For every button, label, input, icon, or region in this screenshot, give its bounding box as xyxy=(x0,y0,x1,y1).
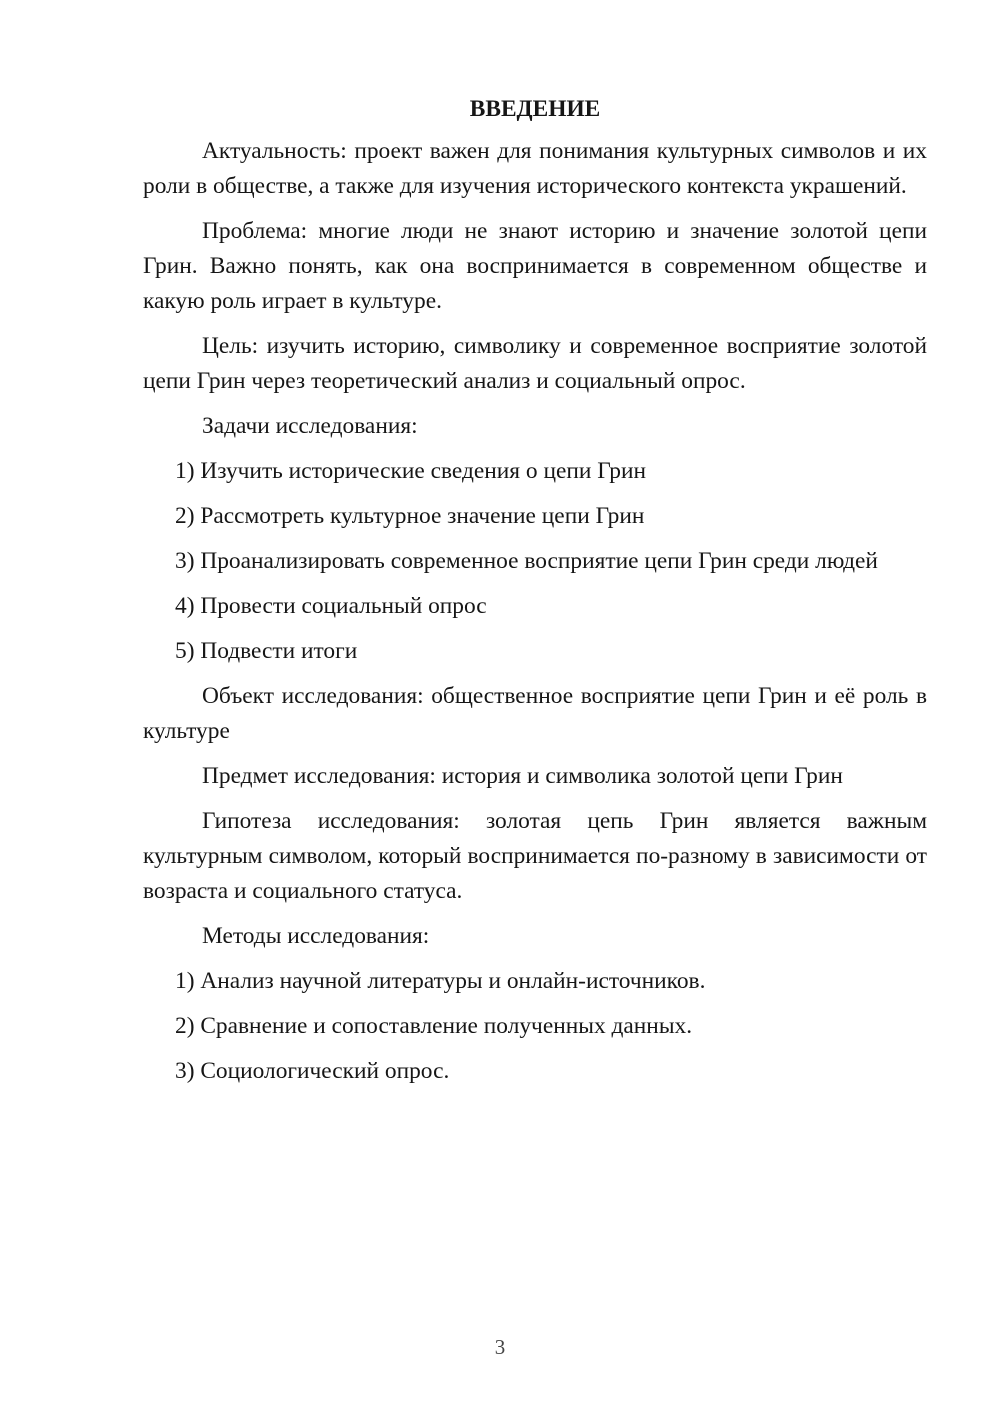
list-item: 2) Рассмотреть культурное значение цепи Грин xyxy=(175,503,645,529)
object-paragraph: Объект исследования: общественное восприятие цепи Грин и её роль в культуре xyxy=(143,683,927,744)
document-body xyxy=(143,92,927,1099)
section-title: ВВЕДЕНИЕ xyxy=(469,96,601,122)
subject-paragraph: Предмет исследования: история и символика золотой цепи Грин xyxy=(202,763,843,789)
methods-heading: Методы исследования: xyxy=(202,923,430,949)
list-item: 2) Сравнение и сопоставление полученных данных. xyxy=(175,1013,693,1039)
page-number: 3 xyxy=(494,1335,506,1359)
list-item: 4) Провести социальный опрос xyxy=(175,593,487,619)
tasks-heading: Задачи исследования: xyxy=(202,413,418,439)
hypothesis-paragraph: Гипотеза исследования: золотая цепь Грин является важным культурным символом, который воспринимается по-разному в зависимости от возраста и социального статуса. xyxy=(143,808,927,904)
methods-list xyxy=(143,964,927,1089)
goal-paragraph: Цель: изучить историю, символику и современное восприятие золотой цепи Грин через теоретический анализ и социальный опрос. xyxy=(143,333,927,394)
list-item: 1) Анализ научной литературы и онлайн-источников. xyxy=(175,968,706,994)
list-item: 5) Подвести итоги xyxy=(175,638,358,664)
list-item: 3) Проанализировать современное восприятие цепи Грин среди людей xyxy=(175,548,878,574)
relevance-paragraph: Актуальность: проект важен для понимания культурных символов и их роли в обществе, а также для изучения исторического контекста украшений. xyxy=(143,138,927,199)
tasks-list xyxy=(143,454,927,669)
list-item: 1) Изучить исторические сведения о цепи Грин xyxy=(175,458,647,484)
list-item: 3) Социологический опрос. xyxy=(175,1058,450,1084)
problem-paragraph: Проблема: многие люди не знают историю и значение золотой цепи Грин. Важно понять, как она воспринимается в современном обществе и какую роль играет в культуре. xyxy=(143,218,927,314)
